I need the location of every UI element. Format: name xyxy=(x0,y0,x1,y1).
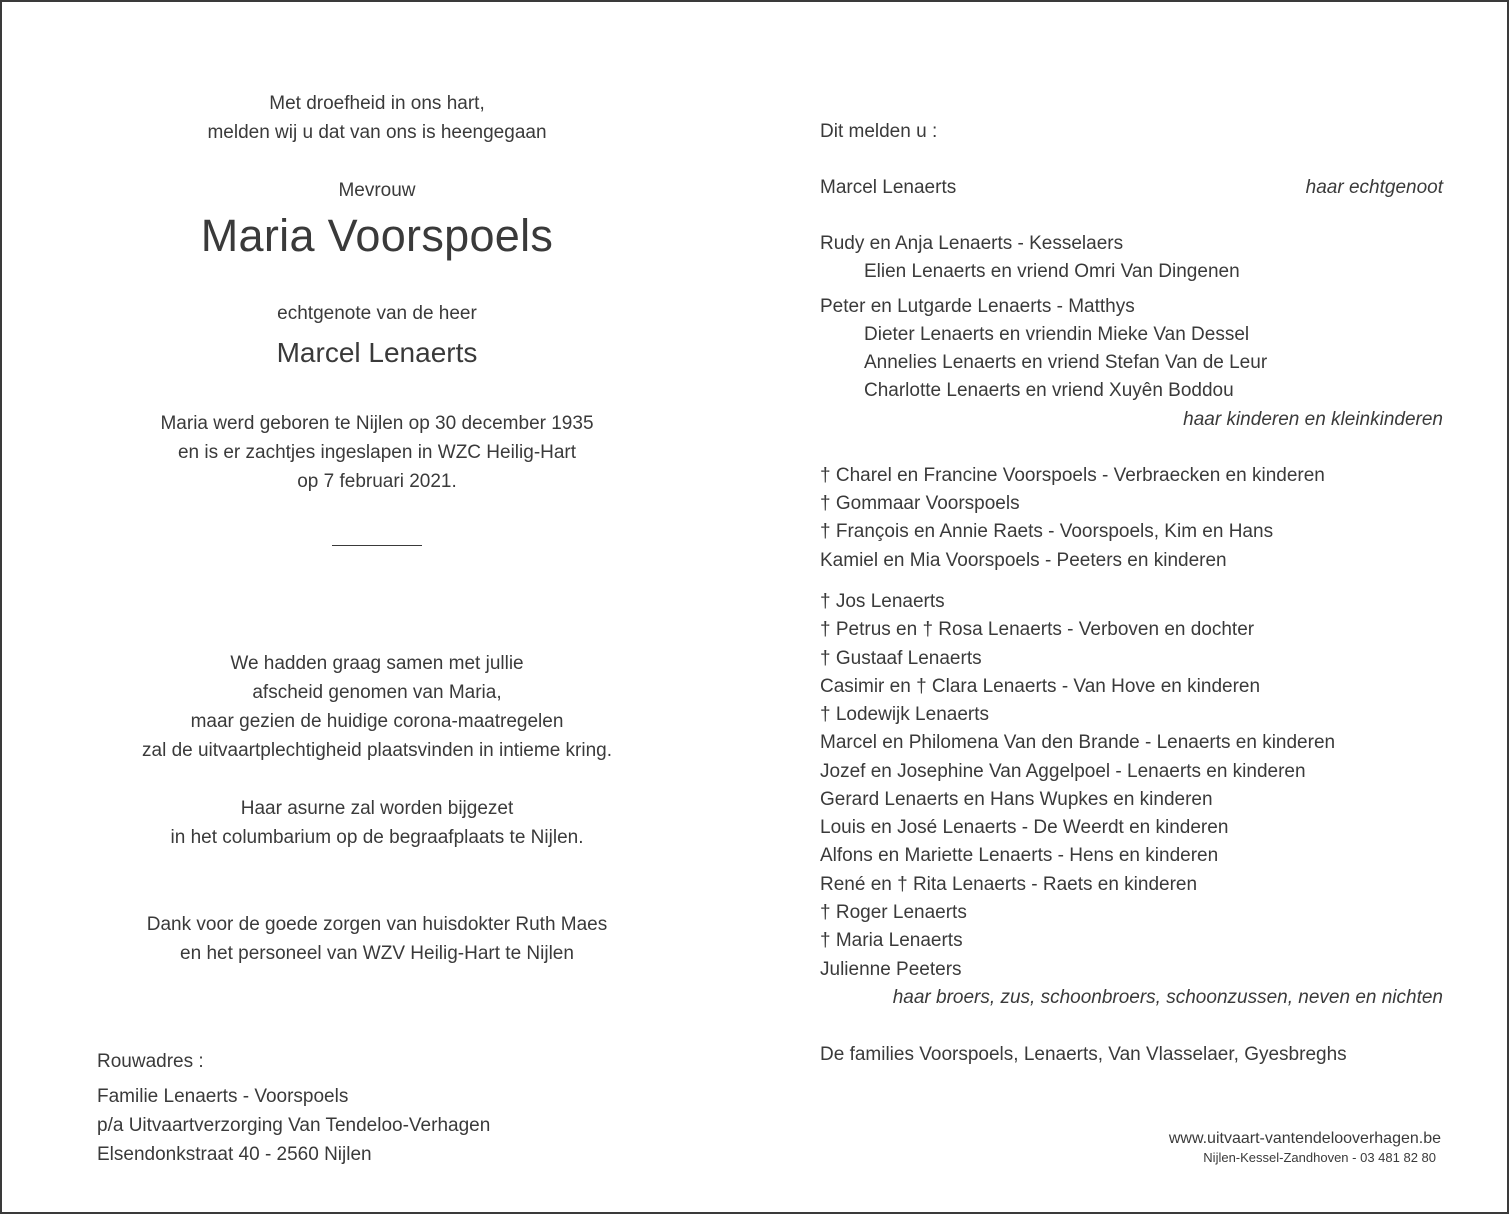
funeral-home-contact: Nijlen-Kessel-Zandhoven - 03 481 82 80 xyxy=(1203,1150,1436,1165)
spouse-entry: Marcel Lenaerts xyxy=(820,177,957,198)
grandchild-line: Charlotte Lenaerts en vriend Xuyên Boddou xyxy=(864,380,1234,401)
sibling-line: † Roger Lenaerts xyxy=(820,902,967,923)
sibling-line: Louis en José Lenaerts - De Weerdt en kinderen xyxy=(820,817,1229,838)
funeral-home-website: www.uitvaart-vantendelooverhagen.be xyxy=(1168,1130,1441,1147)
sibling-line: René en † Rita Lenaerts - Raets en kinderen xyxy=(820,874,1198,895)
child-line: Peter en Lutgarde Lenaerts - Matthys xyxy=(820,296,1135,317)
corona-line-2: afscheid genomen van Maria, xyxy=(252,682,502,703)
sibling-line: Casimir en † Clara Lenaerts - Van Hove en kinderen xyxy=(820,676,1261,697)
sibling-line: † Charel en Francine Voorspoels - Verbraecken en kinderen xyxy=(820,465,1325,486)
birth-line-2: en is er zachtjes ingeslapen in WZC Heilig-Hart xyxy=(177,442,577,463)
deceased-name: Maria Voorspoels xyxy=(200,210,554,261)
sibling-line: † Maria Lenaerts xyxy=(820,930,963,951)
birth-line-3: op 7 februari 2021. xyxy=(297,471,457,492)
intro-line-1: Met droefheid in ons hart, xyxy=(269,93,485,114)
children-role: haar kinderen en kleinkinderen xyxy=(1183,409,1443,430)
urn-line-1: Haar asurne zal worden bijgezet xyxy=(240,798,514,819)
sibling-line: † Gustaaf Lenaerts xyxy=(820,648,982,669)
siblings-role: haar broers, zus, schoonbroers, schoonzussen, neven en nichten xyxy=(892,987,1443,1008)
sibling-line: † Jos Lenaerts xyxy=(820,591,945,612)
sibling-line: Gerard Lenaerts en Hans Wupkes en kinderen xyxy=(820,789,1213,810)
spouse-label: echtgenote van de heer xyxy=(277,303,477,324)
sibling-line: † François en Annie Raets - Voorspoels, Kim en Hans xyxy=(820,521,1274,542)
announce-header: Dit melden u : xyxy=(820,121,938,142)
address-line-1: Familie Lenaerts - Voorspoels xyxy=(97,1086,349,1107)
grandchild-line: Annelies Lenaerts en vriend Stefan Van de Leur xyxy=(864,352,1268,373)
sibling-line: Marcel en Philomena Van den Brande - Lenaerts en kinderen xyxy=(820,732,1336,753)
sibling-line: Kamiel en Mia Voorspoels - Peeters en kinderen xyxy=(820,550,1227,571)
grandchild-line: Dieter Lenaerts en vriendin Mieke Van Dessel xyxy=(864,324,1250,345)
spouse-name: Marcel Lenaerts xyxy=(276,337,478,368)
sibling-line: Julienne Peeters xyxy=(820,959,962,980)
thanks-line-1: Dank voor de goede zorgen van huisdokter Ruth Maes xyxy=(146,914,608,935)
families-line: De families Voorspoels, Lenaerts, Van Vlasselaer, Gyesbreghs xyxy=(820,1044,1347,1065)
deceased-title: Mevrouw xyxy=(338,180,416,201)
child-line: Rudy en Anja Lenaerts - Kesselaers xyxy=(820,233,1124,254)
corona-line-4: zal de uitvaartplechtigheid plaatsvinden in intieme kring. xyxy=(142,740,612,761)
sibling-line: Alfons en Mariette Lenaerts - Hens en kinderen xyxy=(820,845,1219,866)
sibling-line: † Petrus en † Rosa Lenaerts - Verboven en dochter xyxy=(820,619,1255,640)
address-line-2: p/a Uitvaartverzorging Van Tendeloo-Verhagen xyxy=(97,1115,491,1136)
intro-line-2: melden wij u dat van ons is heengegaan xyxy=(207,122,547,143)
sibling-line: † Lodewijk Lenaerts xyxy=(820,704,989,725)
sibling-line: Jozef en Josephine Van Aggelpoel - Lenaerts en kinderen xyxy=(820,761,1306,782)
birth-line-1: Maria werd geboren te Nijlen op 30 december 1935 xyxy=(160,413,594,434)
sibling-line: † Gommaar Voorspoels xyxy=(820,493,1020,514)
address-label: Rouwadres : xyxy=(97,1051,204,1072)
urn-line-2: in het columbarium op de begraafplaats te Nijlen. xyxy=(170,827,584,848)
spouse-role: haar echtgenoot xyxy=(1305,177,1443,198)
thanks-line-2: en het personeel van WZV Heilig-Hart te Nijlen xyxy=(180,943,574,964)
divider-rule xyxy=(332,545,422,546)
corona-line-1: We hadden graag samen met jullie xyxy=(230,653,524,674)
corona-line-3: maar gezien de huidige corona-maatregelen xyxy=(190,711,564,732)
grandchild-line: Elien Lenaerts en vriend Omri Van Dingenen xyxy=(864,261,1240,282)
address-line-3: Elsendonkstraat 40 - 2560 Nijlen xyxy=(97,1144,372,1165)
